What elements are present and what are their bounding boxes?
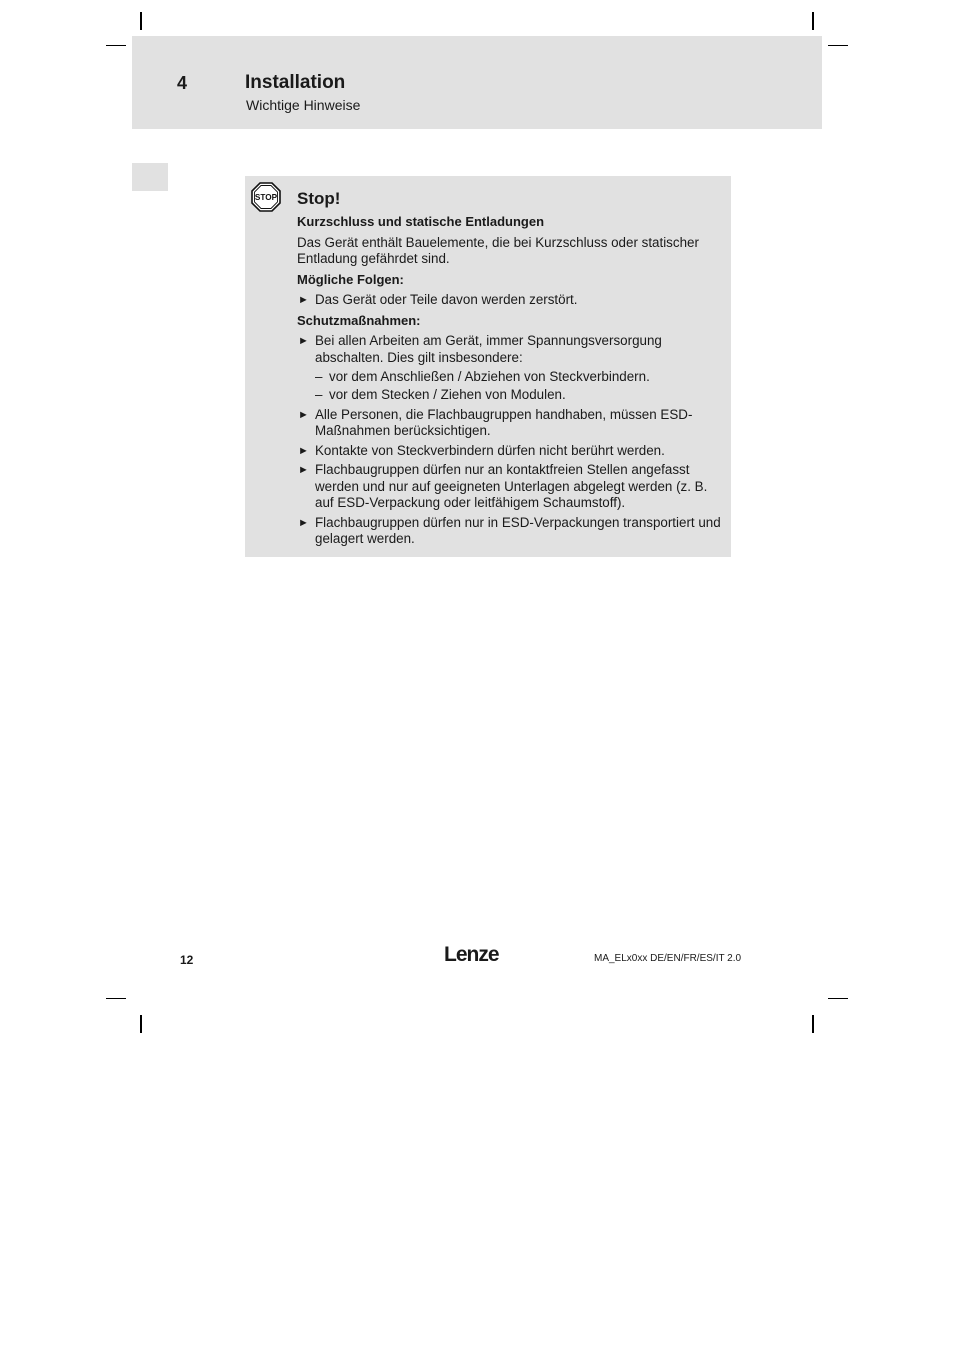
crop-mark-top-left-vertical: [140, 12, 142, 30]
list-item: [315, 369, 722, 386]
consequences-heading: Mögliche Folgen:: [297, 271, 404, 287]
lenze-logo: Lenze: [444, 943, 499, 966]
stop-heading: Kurzschluss und statische Entladungen: [297, 214, 545, 229]
list-item: [297, 462, 722, 512]
dash-marker: –: [315, 387, 323, 402]
list-item-text: Flachbaugruppen dürfen nur an kontaktfreien Stellen angefasst werden und nur auf geeigneten Unterlagen abgelegt werden (z. B. auf ESD-Verpackung oder leitfähigem Schaumstoff).: [315, 462, 708, 510]
list-item: [315, 387, 722, 404]
measures-heading: Schutzmaßnahmen:: [297, 312, 421, 328]
list-item-text: Alle Personen, die Flachbaugruppen handhaben, müssen ESD-Maßnahmen berücksichtigen.: [315, 406, 693, 438]
crop-mark-bottom-left-horizontal: [106, 998, 126, 999]
chapter-subtitle: Wichtige Hinweise: [246, 97, 361, 113]
measures-sub-list: [315, 369, 722, 404]
list-item-text: Kontakte von Steckverbindern dürfen nicht berührt werden.: [315, 442, 665, 458]
crop-mark-top-right-vertical: [812, 12, 814, 30]
document-id: MA_ELx0xx DE/EN/FR/ES/IT 2.0: [594, 953, 742, 964]
list-item-text: Bei allen Arbeiten am Gerät, immer Spannungsversorgung abschalten. Dies gilt insbesondere:: [315, 333, 662, 365]
dash-marker: –: [315, 369, 323, 384]
bullet-arrow-icon: ►: [298, 516, 309, 529]
measures-list: [297, 333, 722, 548]
side-marker: [132, 163, 168, 191]
crop-mark-bottom-left-vertical: [140, 1015, 142, 1033]
bullet-arrow-icon: ►: [298, 444, 309, 457]
chapter-title: Installation: [245, 72, 346, 93]
stop-description: Das Gerät enthält Bauelemente, die bei Kurzschluss oder statischer Entladung gefährdet sind.: [297, 234, 699, 266]
chapter-number: 4: [177, 73, 188, 93]
stop-notice-content: [297, 188, 722, 552]
crop-mark-top-right-horizontal: [828, 45, 848, 46]
consequences-list: [297, 292, 722, 309]
crop-mark-bottom-right-vertical: [812, 1015, 814, 1033]
page-number: 12: [180, 953, 194, 967]
list-item: [297, 333, 722, 404]
crop-mark-top-left-horizontal: [106, 45, 126, 46]
stop-sign-icon: [251, 182, 281, 212]
bullet-arrow-icon: ►: [298, 408, 309, 421]
list-item: [297, 443, 722, 460]
list-item-text: Das Gerät oder Teile davon werden zerstört.: [315, 292, 578, 307]
list-item-text: Flachbaugruppen dürfen nur in ESD-Verpackungen transportiert und gelagert werden.: [315, 514, 721, 546]
bullet-arrow-icon: ►: [298, 294, 309, 306]
stop-sign-label: STOP: [254, 193, 278, 203]
list-item: [297, 515, 722, 548]
bullet-arrow-icon: ►: [298, 335, 309, 347]
bullet-arrow-icon: ►: [298, 464, 309, 476]
chapter-header-band: [132, 36, 822, 129]
list-item-text: vor dem Anschließen / Abziehen von Steckverbindern.: [329, 369, 650, 384]
stop-notice-box: [245, 176, 731, 557]
stop-title: Stop!: [297, 189, 341, 208]
list-item: [297, 292, 722, 309]
list-item: [297, 407, 722, 440]
crop-mark-bottom-right-horizontal: [828, 998, 848, 999]
list-item-text: vor dem Stecken / Ziehen von Modulen.: [329, 387, 566, 402]
